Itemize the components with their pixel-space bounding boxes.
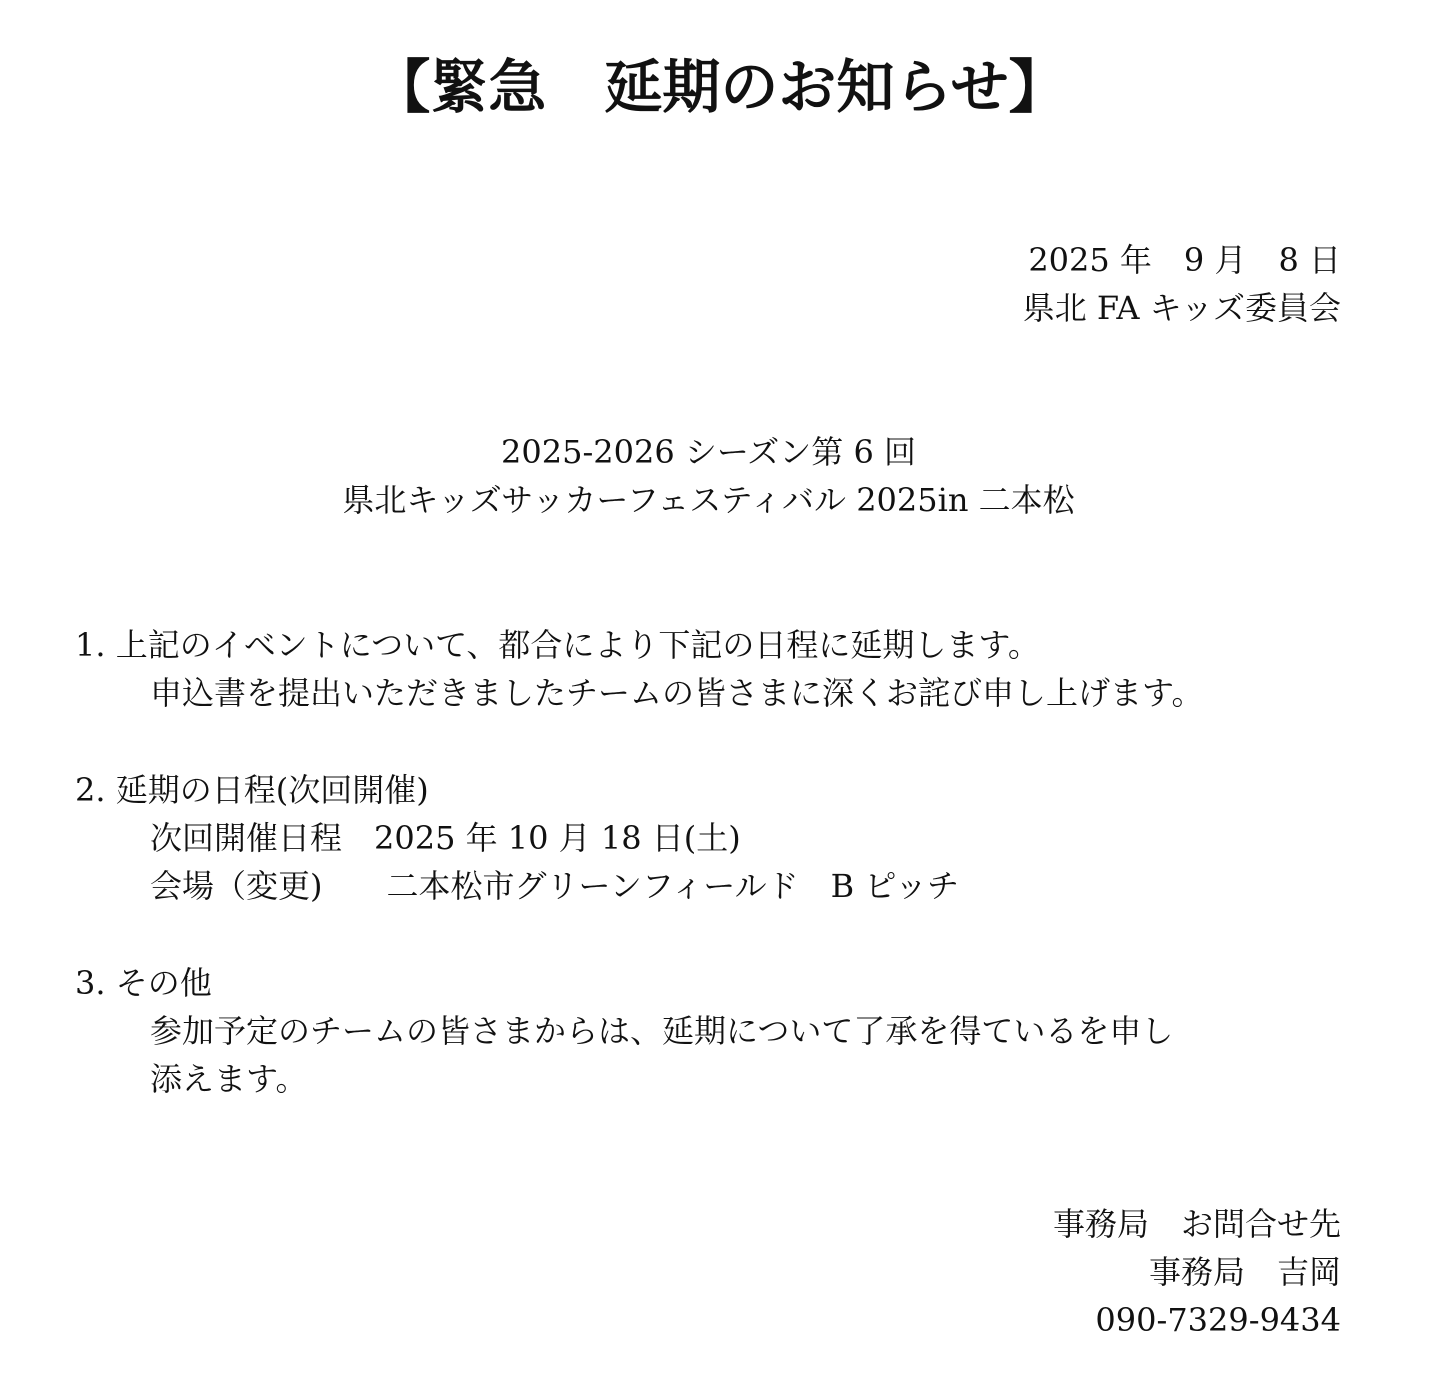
contact-person: 事務局 吉岡 [1148,1253,1341,1291]
event-season: 2025-2026 シーズン第 6 回 [501,433,916,471]
issue-date: 2025 年 9 月 8 日 [1028,241,1341,279]
contact-phone: 090-7329-9434 [1095,1301,1341,1339]
contact-label: 事務局 お問合せ先 [1052,1205,1341,1243]
next-event-date: 次回開催日程 2025 年 10 月 18 日(土) [150,819,741,857]
section-3-line-1: 参加予定のチームの皆さまからは、延期について了承を得ているを申し [150,1012,1174,1050]
section-3-heading: 3. その他 [75,964,212,1002]
section-1-heading: 1. 上記のイベントについて、都合により下記の日程に延期します。 [75,626,1040,664]
section-1-line-1: 申込書を提出いただきましたチームの皆さまに深くお詫び申し上げます。 [150,674,1204,712]
page-title: 【緊急 延期のお知らせ】 [372,53,1067,121]
issuer-name: 県北 FA キッズ委員会 [1022,289,1341,327]
section-3-line-2: 添えます。 [150,1060,308,1098]
section-2-heading: 2. 延期の日程(次回開催) [75,771,429,809]
venue-line: 会場（変更) 二本松市グリーンフィールド B ピッチ [150,867,960,905]
event-name: 県北キッズサッカーフェスティバル 2025in 二本松 [342,481,1075,519]
